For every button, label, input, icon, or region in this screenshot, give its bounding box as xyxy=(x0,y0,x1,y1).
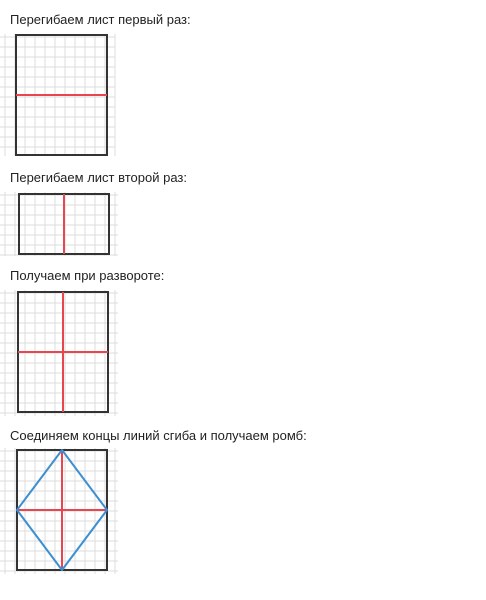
step-4-figure xyxy=(0,446,120,576)
step-3-figure xyxy=(0,288,120,418)
step-1-caption: Перегибаем лист первый раз: xyxy=(10,12,191,27)
step-2-figure xyxy=(0,190,120,260)
step-2-caption: Перегибаем лист второй раз: xyxy=(10,170,187,185)
step-4-caption: Соединяем концы линий сгиба и получаем ромб: xyxy=(10,428,307,443)
step-3-caption: Получаем при развороте: xyxy=(10,268,165,283)
step-2-grid xyxy=(0,192,118,256)
step-1-figure xyxy=(0,32,120,158)
